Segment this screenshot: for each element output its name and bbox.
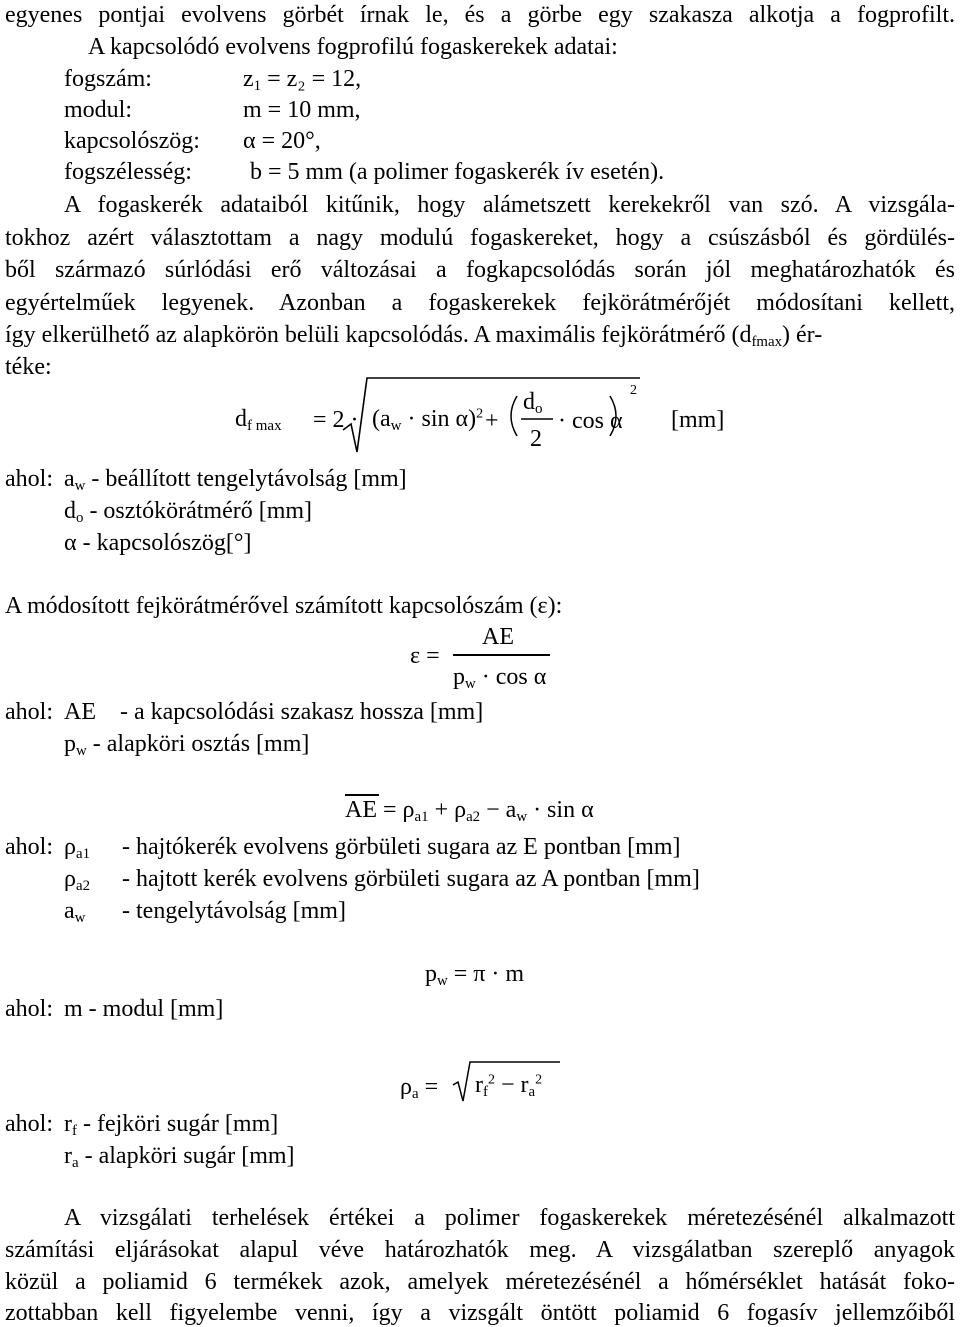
text-line-2: A kapcsolódó evolvens fogprofilú fogaskerekek adatai: xyxy=(88,34,618,60)
final-line-3: közül a poliamid 6 termékek azok, amelyek méretezésénél a hőmérséklet hatását foko- xyxy=(5,1269,955,1295)
paragraph-line-2: tokhoz azért választottam a nagy modulú fogaskereket, hogy a csúszásból és gördülés- xyxy=(5,225,955,251)
param-fogszam-label: fogszám: xyxy=(64,66,152,92)
final-line-4: zottabban kell figyelembe venni, így a vizsgált öntött poliamid 6 fogasív jellemzőiből xyxy=(5,1300,955,1326)
param-fogszelesseg-value: b = 5 mm (a polimer fogaskerék ív esetén). xyxy=(250,159,665,185)
text-line-1: egyenes pontjai evolvens görbét írnak le, és a görbe egy szakasza alkotja a fogprofilt. xyxy=(5,2,955,28)
def-ahol-4: ahol: xyxy=(5,996,53,1022)
param-modul-label: modul: xyxy=(64,97,133,123)
def-ae-symbol: AE xyxy=(64,699,96,725)
paragraph-line-3: ből származó súrlódási erő változásai a fogkapcsolódás során jól meghatározhatók és xyxy=(5,257,955,283)
def-aw2: - tengelytávolság [mm] xyxy=(122,898,346,924)
def-aw: $a_w$ - beállított tengelytávolság [mm] xyxy=(64,466,407,495)
def-rho-a2: - hajtott kerék evolvens görbületi sugara az A pontban [mm] xyxy=(122,866,700,892)
formula-pw: $p_w = \pi \cdot m$ xyxy=(425,961,525,990)
paragraph-line-6: téke: xyxy=(5,354,52,380)
def-ahol-2: ahol: xyxy=(5,699,53,725)
def-pw: $p_w$ - alapköri osztás [mm] xyxy=(64,731,310,760)
final-line-1: A vizsgálati terhelések értékei a polimer fogaskerekek méretezésénél alkalmazott xyxy=(64,1205,955,1231)
def-ahol-1: ahol: xyxy=(5,466,53,492)
def-ahol-5: ahol: xyxy=(5,1111,53,1137)
formula-epsilon: ε = AE $p_w \cdot \cos \alpha$ xyxy=(400,620,560,690)
def-do: $d_o$ - osztókörátmérő [mm] xyxy=(64,498,313,527)
formula-dfmax: $d_{f max}$ = 2 · $(a_w \cdot \sin \alpha)^2$ + $d_o$ 2 · cos α 2 [mm] xyxy=(225,370,745,460)
param-kapcsoloszog-value: α = 20°, xyxy=(243,128,321,154)
param-fogszam-value: $z_1 = z_2 = 12$, xyxy=(243,66,362,95)
def-ra: $r_a$ - alapköri sugár [mm] xyxy=(64,1143,295,1172)
paragraph-line-4: egyértelműek legyenek. Azonban a fogaskerekek fejkörátmérőjét módosítani kellett, xyxy=(5,290,955,316)
paragraph-line-5: így elkerülhető az alapkörön belüli kapcsolódás. A maximális fejkörátmérő $(d_{fmax})$ ér- xyxy=(5,322,823,351)
formula-ae: AE = $\rho_{a1} + \rho_{a2} - a_w \cdot \sin \alpha$ xyxy=(340,790,640,830)
final-line-2: számítási eljárásokat alapul véve határozhatók meg. A vizsgálatban szereplő anyagok xyxy=(5,1237,955,1263)
param-modul-value: m = 10 mm, xyxy=(243,97,361,123)
epsilon-intro: A módosított fejkörátmérővel számított kapcsolószám (ε): xyxy=(5,593,563,619)
formula-rho-a: $\rho_a$ = $r_f^2 - r_a^2$ xyxy=(395,1055,575,1105)
unit-mm: [mm] xyxy=(671,407,725,433)
def-aw2-symbol: $a_w$ xyxy=(64,898,86,927)
def-ahol-3: ahol: xyxy=(5,834,53,860)
def-rho-a1: - hajtókerék evolvens görbületi sugara az E pontban [mm] xyxy=(122,834,681,860)
param-fogszelesseg-label: fogszélesség: xyxy=(64,159,192,185)
def-alpha: α - kapcsolószög[°] xyxy=(64,530,252,556)
def-m: m - modul [mm] xyxy=(64,996,224,1022)
def-ae: - a kapcsolódási szakasz hossza [mm] xyxy=(120,699,484,725)
param-kapcsoloszog-label: kapcsolószög: xyxy=(64,128,200,154)
paragraph-line-1: A fogaskerék adataiból kitűnik, hogy alámetszett kerekekről van szó. A vizsgála- xyxy=(64,192,955,218)
def-rf: $r_f$ - fejköri sugár [mm] xyxy=(64,1111,279,1140)
def-rho-a1-symbol: $\rho_{a1}$ xyxy=(64,834,91,863)
def-rho-a2-symbol: $\rho_{a2}$ xyxy=(64,866,91,895)
